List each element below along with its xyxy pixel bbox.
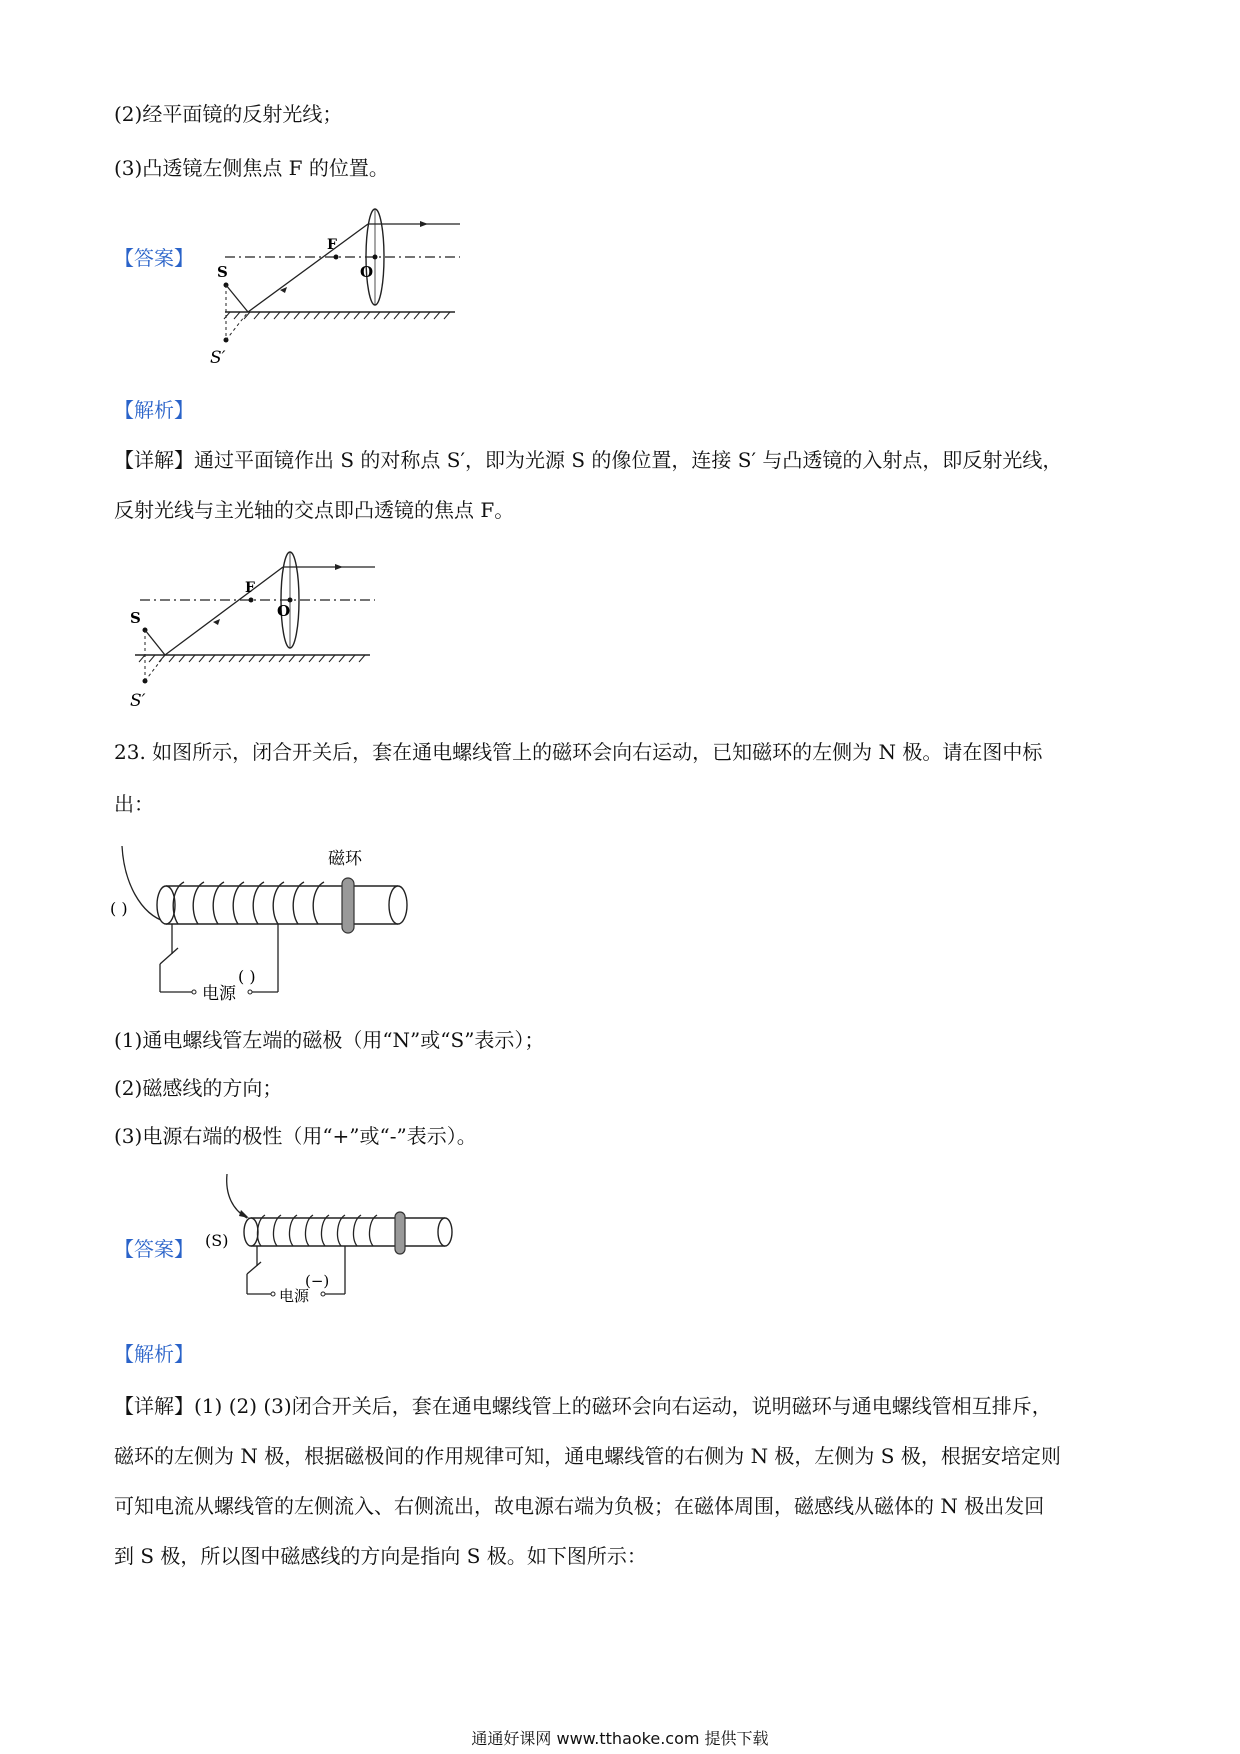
q23-answer-label: 【答案】	[114, 1237, 194, 1261]
q22-analysis-diagram	[125, 548, 380, 708]
q22-item-2: (2)经平面镜的反射光线；	[114, 102, 343, 126]
q22-detail-text-1: 通过平面镜作出 S 的对称点 S′，即为光源 S 的像位置，连接 S′ 与凸透镜的入射点，即反射光线，	[194, 448, 1063, 472]
label-S: S	[130, 609, 141, 627]
q22-detail-line-2: 反射光线与主光轴的交点即凸透镜的焦点 F。	[114, 498, 515, 522]
focus-point	[334, 255, 339, 260]
power-label: 电源	[202, 984, 236, 1004]
q23-answer-diagram	[205, 1170, 460, 1320]
answer-left-label: (S)	[205, 1231, 229, 1250]
q23-detail-text-1: (1) (2) (3)闭合开关后，套在通电螺线管上的磁环会向右运动，说明磁环与通电螺线管相互排斥，	[194, 1394, 1052, 1418]
answer-right-label: (−)	[305, 1272, 330, 1290]
optical-center	[373, 255, 378, 260]
left-blank: ( )	[110, 899, 128, 918]
label-S: S	[217, 263, 228, 281]
q23-analysis-label: 【解析】	[114, 1342, 194, 1366]
q23-detail-line-4: 到 S 极，所以图中磁感线的方向是指向 S 极。如下图所示：	[114, 1544, 647, 1568]
q23-item-2: (2)磁感线的方向；	[114, 1076, 283, 1100]
label-S-prime: S′	[210, 348, 226, 365]
label-O: O	[360, 263, 374, 281]
q22-detail-label: 【详解】	[114, 448, 194, 472]
q22-answer-diagram	[210, 205, 465, 365]
magnet-ring	[342, 878, 354, 933]
q23-item-1: (1)通电螺线管左端的磁极（用“N”或“S”表示）；	[114, 1028, 545, 1052]
q23-detail-label: 【详解】	[114, 1394, 194, 1418]
q23-detail-line-1	[114, 1392, 1052, 1420]
q23-detail-line-3: 可知电流从螺线管的左侧流入、右侧流出，故电源右端为负极；在磁体周围，磁感线从磁体的 N 极出发回	[114, 1494, 1045, 1518]
right-blank: ( )	[238, 967, 256, 986]
q23-stem-line-2: 出：	[114, 792, 154, 816]
q22-analysis-label: 【解析】	[114, 398, 194, 422]
label-S-prime: S′	[130, 691, 146, 708]
label-F: F	[327, 237, 337, 253]
q23-question-diagram	[110, 842, 420, 1007]
q22-answer-label: 【答案】	[114, 246, 194, 270]
power-label: 电源	[279, 1287, 310, 1305]
label-F: F	[245, 580, 255, 596]
ring-label: 磁环	[328, 849, 362, 869]
q22-detail-line-1	[114, 446, 1062, 474]
q23-item-3: (3)电源右端的极性（用“+”或“-”表示）。	[114, 1124, 477, 1148]
label-O: O	[277, 602, 291, 620]
q22-item-3: (3)凸透镜左侧焦点 F 的位置。	[114, 156, 389, 180]
q23-stem-line-1: 23. 如图所示，闭合开关后，套在通电螺线管上的磁环会向右运动，已知磁环的左侧为 N 极。请在图中标	[114, 740, 1043, 764]
q23-detail-line-2: 磁环的左侧为 N 极，根据磁极间的作用规律可知，通电螺线管的右侧为 N 极，左侧为 S 极，根据安培定则	[114, 1444, 1061, 1468]
page-footer: 通通好课网 www.tthaoke.com 提供下载	[471, 1729, 769, 1748]
